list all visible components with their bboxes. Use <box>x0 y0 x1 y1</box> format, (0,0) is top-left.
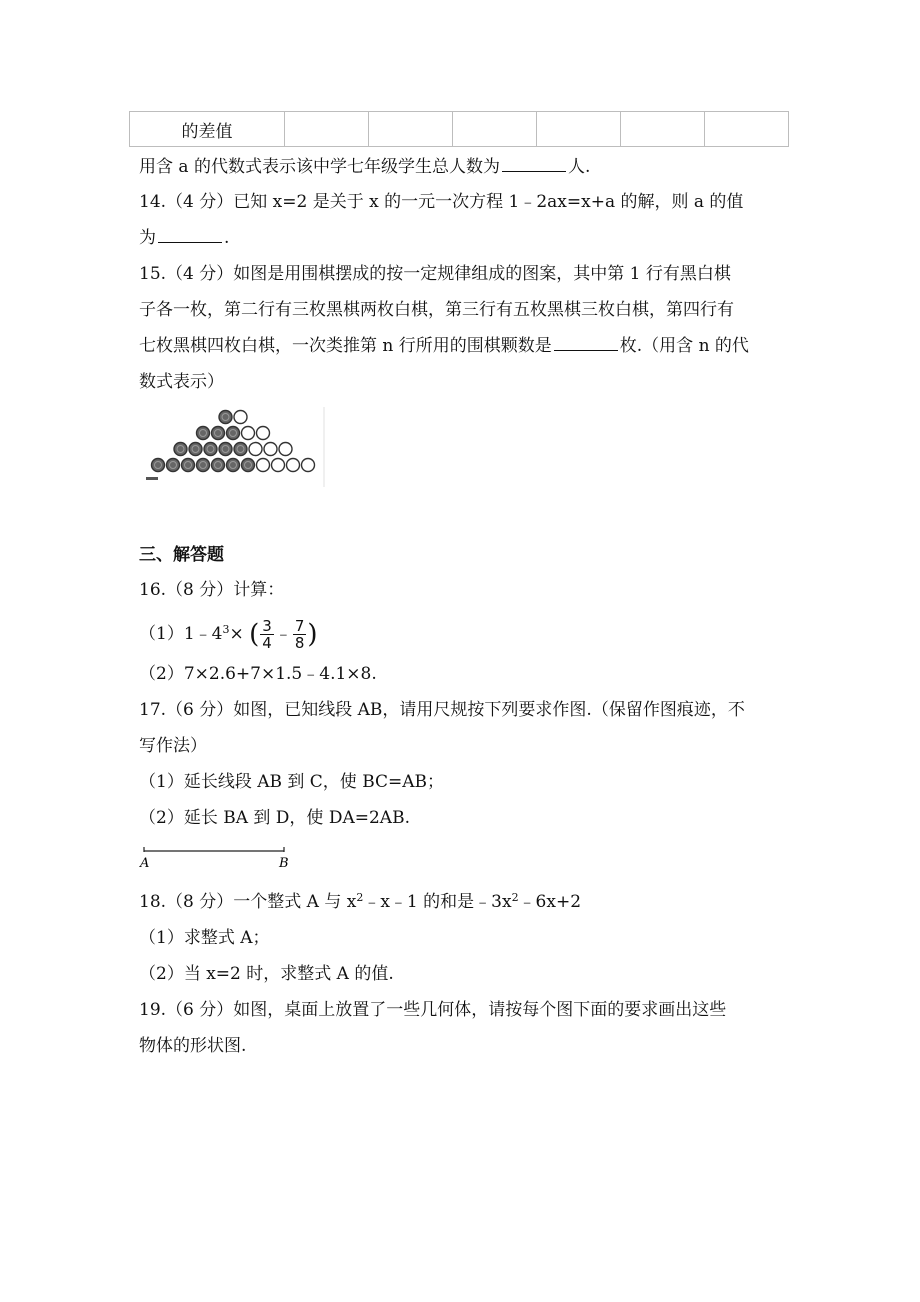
black-stone <box>242 459 255 472</box>
table-row <box>130 112 789 147</box>
q15-line2: 子各一枚，第二行有三枚黑棋两枚白棋，第三行有五枚黑棋三枚白棋，第四行有 <box>139 300 734 320</box>
q15-text-end: 枚.（用含 n 的代 <box>619 336 749 356</box>
black-stone <box>219 443 232 456</box>
figure-mark <box>146 477 158 480</box>
fraction-3-4 <box>260 618 274 651</box>
answer-blank <box>158 226 222 243</box>
q14-text-end: . <box>224 228 230 248</box>
q18-text: 18.（8 分）一个整式 A 与 x <box>139 892 357 912</box>
times-sign: × <box>229 624 244 644</box>
black-stone <box>152 459 165 472</box>
q15-line4: 数式表示） <box>139 372 224 392</box>
point-a-label: A <box>140 856 150 871</box>
black-stone <box>212 427 225 440</box>
black-stone <box>212 459 225 472</box>
black-stone <box>174 443 187 456</box>
minus-sign: ﹣ <box>274 624 292 644</box>
white-stone <box>257 427 270 440</box>
q18-part1: （1）求整式 A； <box>139 928 270 948</box>
black-stone <box>227 427 240 440</box>
q14-text: 为 <box>139 228 156 248</box>
black-stone <box>204 443 217 456</box>
q18-text-mid: ﹣x﹣1 的和是﹣3x <box>363 892 512 912</box>
q16-part1 <box>139 614 318 654</box>
black-stone <box>167 459 180 472</box>
white-stone <box>302 459 315 472</box>
table-cell-label: 的差值 <box>130 112 285 147</box>
left-paren: ( <box>249 619 260 650</box>
q17-line1: 17.（6 分）如图，已知线段 AB，请用尺规按下列要求作图.（保留作图痕迹，不 <box>139 700 745 720</box>
black-stone <box>189 443 202 456</box>
difference-table <box>129 111 789 147</box>
black-stone <box>197 427 210 440</box>
white-stone <box>242 427 255 440</box>
section-title: 三、解答题 <box>139 545 224 565</box>
white-stone <box>234 411 247 424</box>
q14-line2 <box>139 226 229 250</box>
white-stone <box>279 443 292 456</box>
q17-line2: 写作法） <box>139 736 207 756</box>
white-stone <box>287 459 300 472</box>
white-stone <box>264 443 277 456</box>
numerator: 3 <box>262 617 272 635</box>
answer-blank <box>502 155 566 172</box>
fraction-7-8 <box>293 618 307 651</box>
q15-line3 <box>139 334 749 358</box>
q19-line1: 19.（6 分）如图，桌面上放置了一些几何体，请按每个图下面的要求画出这些 <box>139 1000 727 1020</box>
q13-text-end: 人. <box>567 157 591 177</box>
q15-text: 七枚黑棋四枚白棋，一次类推第 n 行所用的围棋颗数是 <box>139 336 552 356</box>
q18-line1 <box>139 890 581 914</box>
table-cell-empty <box>621 112 705 147</box>
white-stone <box>257 459 270 472</box>
point-b-label: B <box>279 856 289 871</box>
black-stone <box>234 443 247 456</box>
table-cell-empty <box>705 112 789 147</box>
q19-line2: 物体的形状图. <box>139 1036 247 1056</box>
right-paren: ) <box>307 619 318 650</box>
white-stone <box>249 443 262 456</box>
black-stone <box>197 459 210 472</box>
black-stone <box>219 411 232 424</box>
table-cell-empty <box>537 112 621 147</box>
table-cell-empty <box>369 112 453 147</box>
table-cell-empty <box>285 112 369 147</box>
q15-line1: 15.（4 分）如图是用围棋摆成的按一定规律组成的图案，其中第 1 行有黑白棋 <box>139 264 731 284</box>
exponent: 2 <box>511 891 519 904</box>
q18-text-end: ﹣6x+2 <box>518 892 582 912</box>
black-stone <box>182 459 195 472</box>
q13-text: 用含 a 的代数式表示该中学七年级学生总人数为 <box>139 157 500 177</box>
q18-part2: （2）当 x=2 时，求整式 A 的值. <box>139 964 394 984</box>
q17-part2: （2）延长 BA 到 D，使 DA=2AB. <box>139 808 410 828</box>
answer-blank <box>554 334 618 351</box>
numerator: 7 <box>294 617 305 635</box>
q14-line1: 14.（4 分）已知 x=2 是关于 x 的一元一次方程 1﹣2ax=x+a 的解，则 a 的值 <box>139 192 744 212</box>
white-stone <box>272 459 285 472</box>
go-stones-figure <box>138 405 328 489</box>
q16-line1: 16.（8 分）计算： <box>139 580 285 600</box>
q16-expr: （1）1﹣4 <box>139 624 223 644</box>
denominator: 4 <box>262 634 272 652</box>
denominator: 8 <box>294 634 305 652</box>
black-stone <box>227 459 240 472</box>
exponent: 2 <box>356 891 364 904</box>
segment-ab-figure <box>138 842 298 872</box>
q17-part1: （1）延长线段 AB 到 C，使 BC=AB； <box>139 772 445 792</box>
table-cell-empty <box>453 112 537 147</box>
exponent: 3 <box>222 623 230 636</box>
q13-line <box>139 155 590 179</box>
q16-part2: （2）7×2.6+7×1.5﹣4.1×8. <box>139 664 377 684</box>
